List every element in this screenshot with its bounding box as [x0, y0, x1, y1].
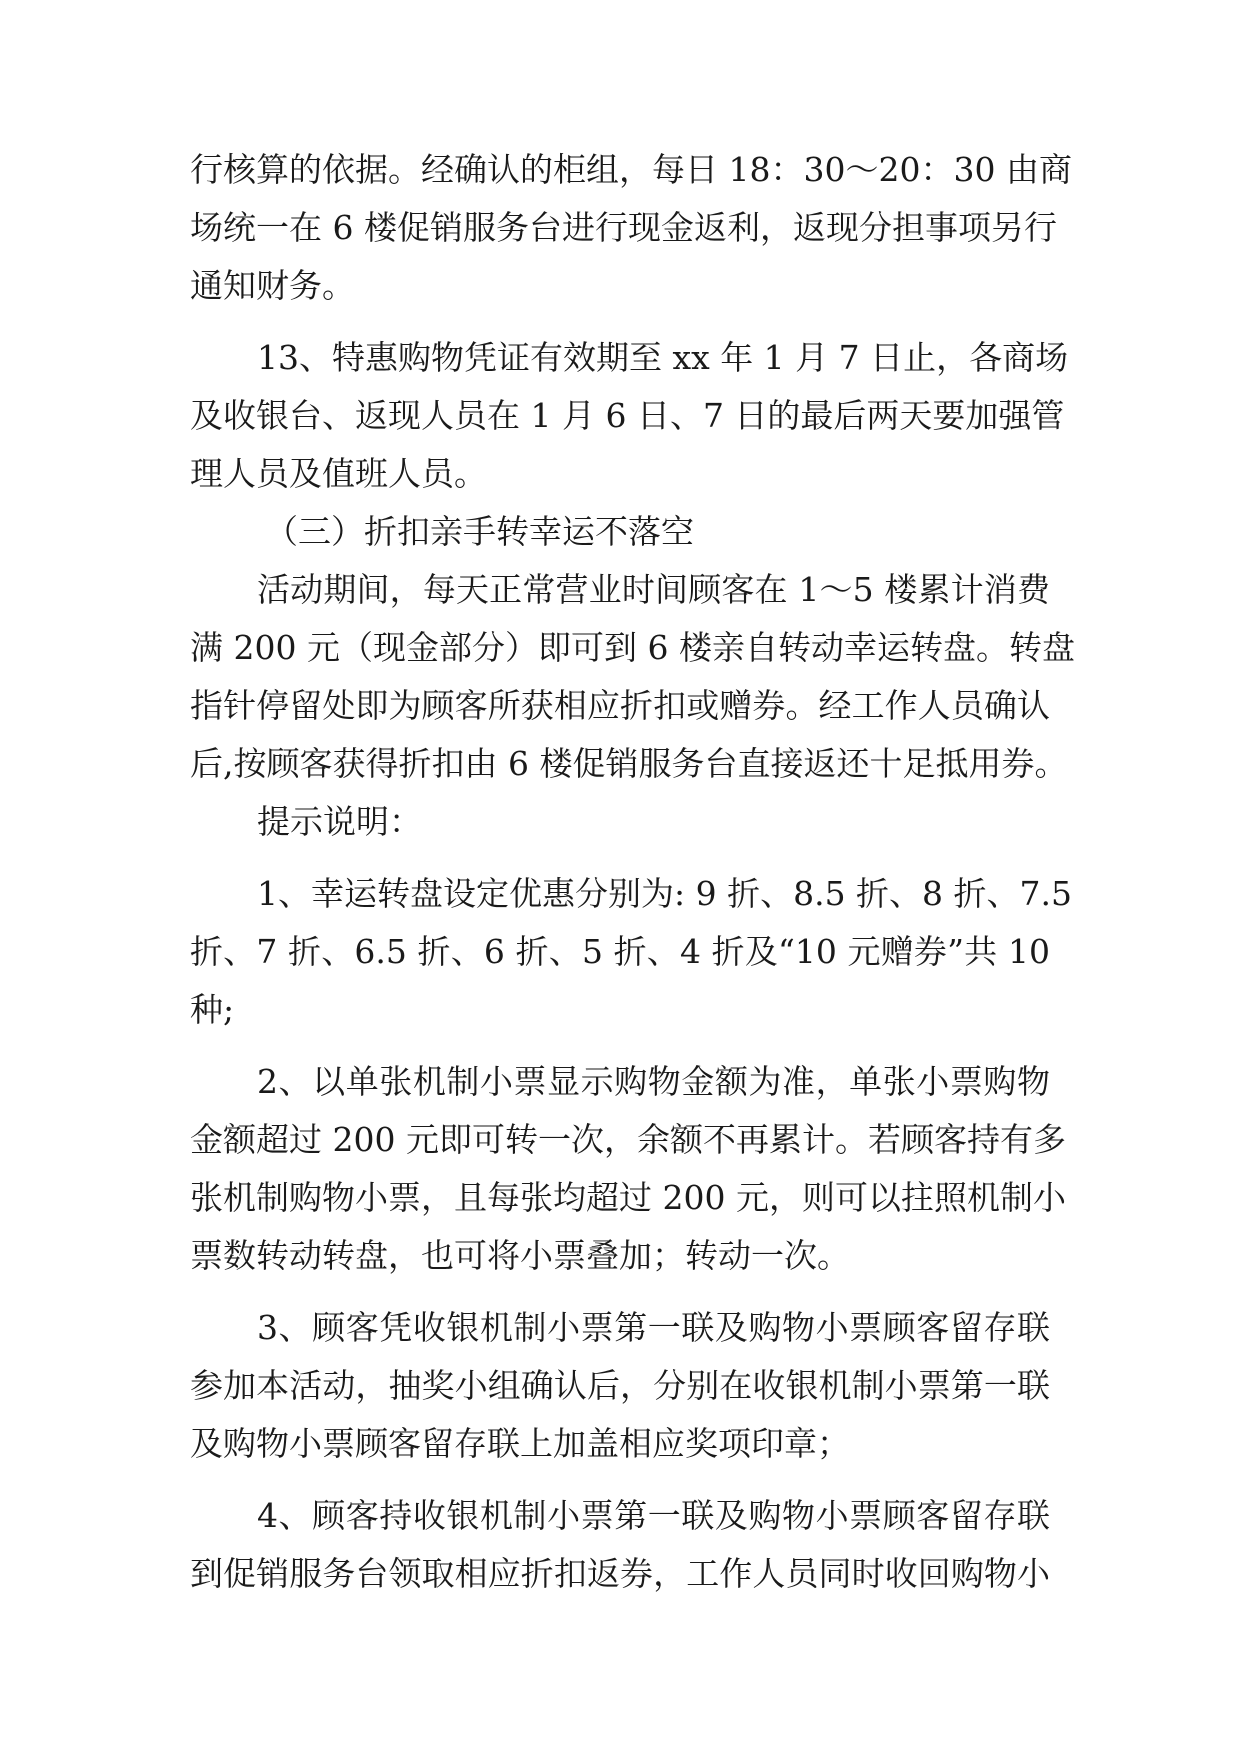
- text-line: 满 200 元（现金部分）即可到 6 楼亲自转动幸运转盘。转盘: [190, 628, 1075, 667]
- text-line: 到促销服务台领取相应折扣返券，工作人员同时收回购物小: [190, 1554, 1050, 1593]
- text-line: 1、幸运转盘设定优惠分别为: 9 折、8.5 折、8 折、7.5: [257, 874, 1073, 913]
- text-line: 金额超过 200 元即可转一次，余额不再累计。若顾客持有多: [190, 1120, 1066, 1159]
- text-line: 张机制购物小票，且每张均超过 200 元，则可以拄照机制小: [190, 1178, 1066, 1217]
- text-line: 理人员及值班人员。: [190, 454, 487, 493]
- text-line: 4、顾客持收银机制小票第一联及购物小票顾客留存联: [257, 1496, 1050, 1535]
- text-line: 折、7 折、6.5 折、6 折、5 折、4 折及“10 元赠券”共 10: [190, 932, 1050, 971]
- text-line: 参加本活动，抽奖小组确认后，分别在收银机制小票第一联: [190, 1366, 1050, 1405]
- text-line: 后,按顾客获得折扣由 6 楼促销服务台直接返还十足抵用券。: [190, 744, 1068, 783]
- text-line: 票数转动转盘，也可将小票叠加；转动一次。: [190, 1236, 850, 1275]
- text-line: 行核算的依据。经确认的柜组，每日 18：30～20：30 由商: [190, 150, 1072, 189]
- text-line: 3、顾客凭收银机制小票第一联及购物小票顾客留存联: [257, 1308, 1050, 1347]
- text-line: 场统一在 6 楼促销服务台进行现金返利，返现分担事项另行: [190, 208, 1057, 247]
- section-heading: （三）折扣亲手转幸运不落空: [265, 512, 694, 551]
- text-line: 及购物小票顾客留存联上加盖相应奖项印章；: [190, 1424, 850, 1463]
- text-line: 13、特惠购物凭证有效期至 xx 年 1 月 7 日止，各商场: [257, 338, 1069, 377]
- text-line: 2、以单张机制小票显示购物金额为准，单张小票购物: [257, 1062, 1050, 1101]
- text-line: 指针停留处即为顾客所获相应折扣或赠券。经工作人员确认: [190, 686, 1050, 725]
- text-line: 种;: [190, 990, 235, 1029]
- text-line: 活动期间，每天正常营业时间顾客在 1～5 楼累计消费: [257, 570, 1050, 609]
- text-line: 及收银台、返现人员在 1 月 6 日、7 日的最后两天要加强管: [190, 396, 1065, 435]
- text-line: 通知财务。: [190, 266, 355, 305]
- text-line: 提示说明：: [257, 802, 422, 841]
